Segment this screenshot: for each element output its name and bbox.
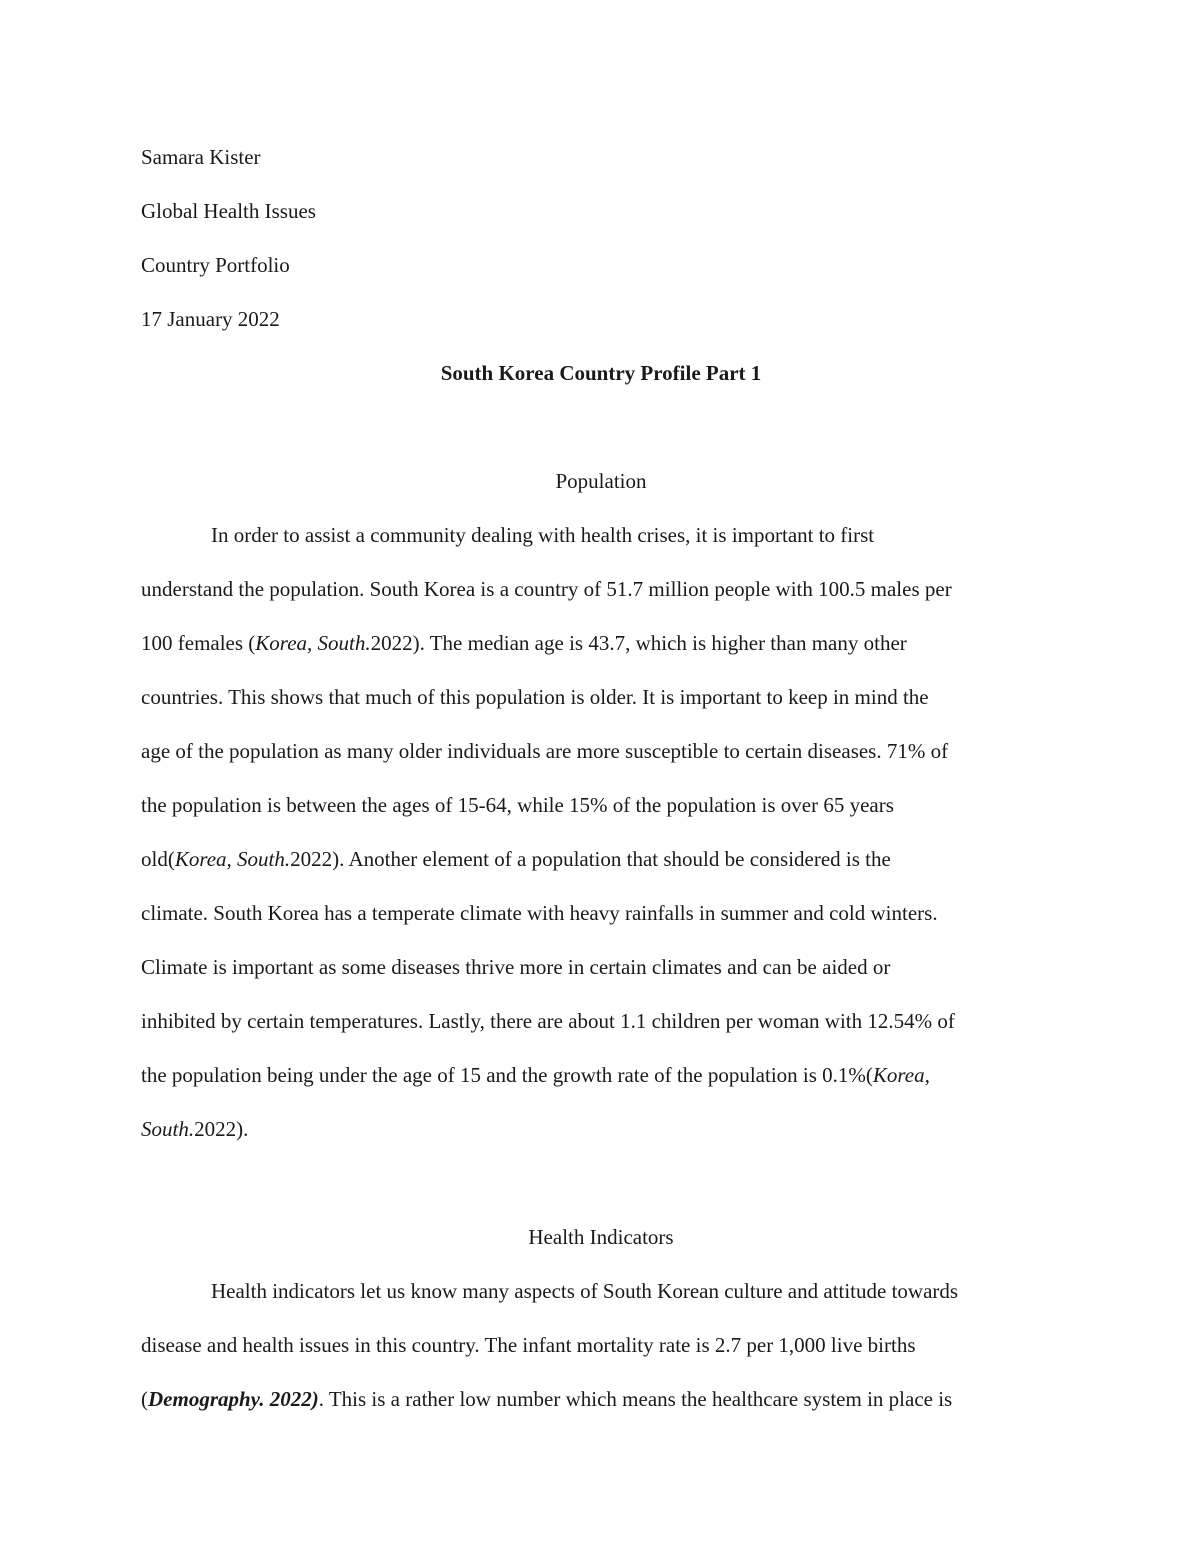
paragraph-line: South.2022). <box>141 1117 249 1141</box>
document-body <box>141 130 1061 1426</box>
section-heading-population: Population <box>555 469 647 493</box>
document-title: South Korea Country Profile Part 1 <box>440 361 762 385</box>
paragraph-line: climate. South Korea has a temperate climate with heavy rainfalls in summer and cold winters. <box>141 901 938 925</box>
paragraph-health-indicators <box>141 1264 1061 1426</box>
paragraph-line: understand the population. South Korea is a country of 51.7 million people with 100.5 males per <box>141 577 952 601</box>
citation: Korea, South. <box>255 631 371 655</box>
paragraph-line: (Demography. 2022). This is a rather low number which means the healthcare system in place is <box>141 1387 953 1411</box>
course-name: Global Health Issues <box>141 199 316 223</box>
citation: Korea, <box>872 1063 930 1087</box>
citation: Demography. 2022) <box>148 1387 319 1411</box>
document-date: 17 January 2022 <box>141 307 280 331</box>
paragraph-line: inhibited by certain temperatures. Lastly, there are about 1.1 children per woman with 12.54% of <box>141 1009 955 1033</box>
paragraph-line: 100 females (Korea, South.2022). The median age is 43.7, which is higher than many other <box>141 631 907 655</box>
author-name: Samara Kister <box>141 145 261 169</box>
assignment-name: Country Portfolio <box>141 253 290 277</box>
paragraph-line: Climate is important as some diseases thrive more in certain climates and can be aided or <box>141 955 891 979</box>
paragraph-line: countries. This shows that much of this population is older. It is important to keep in mind the <box>141 685 929 709</box>
paragraph-line: the population is between the ages of 15-64, while 15% of the population is over 65 years <box>141 793 894 817</box>
citation: Korea, South. <box>174 847 291 871</box>
paragraph-line: the population being under the age of 15 and the growth rate of the population is 0.1%(Korea, <box>141 1063 930 1087</box>
section-heading-health-indicators: Health Indicators <box>528 1225 674 1249</box>
paragraph-line: old(Korea, South.2022). Another element of a population that should be considered is the <box>141 847 891 871</box>
paragraph-line: Health indicators let us know many aspects of South Korean culture and attitude towards <box>211 1279 959 1303</box>
citation: South. <box>141 1117 195 1141</box>
paragraph-population <box>141 508 1061 1156</box>
paragraph-line: In order to assist a community dealing with health crises, it is important to first <box>211 523 875 547</box>
paragraph-line: disease and health issues in this country. The infant mortality rate is 2.7 per 1,000 live births <box>141 1333 916 1357</box>
paragraph-line: age of the population as many older individuals are more susceptible to certain diseases. 71% of <box>141 739 949 763</box>
